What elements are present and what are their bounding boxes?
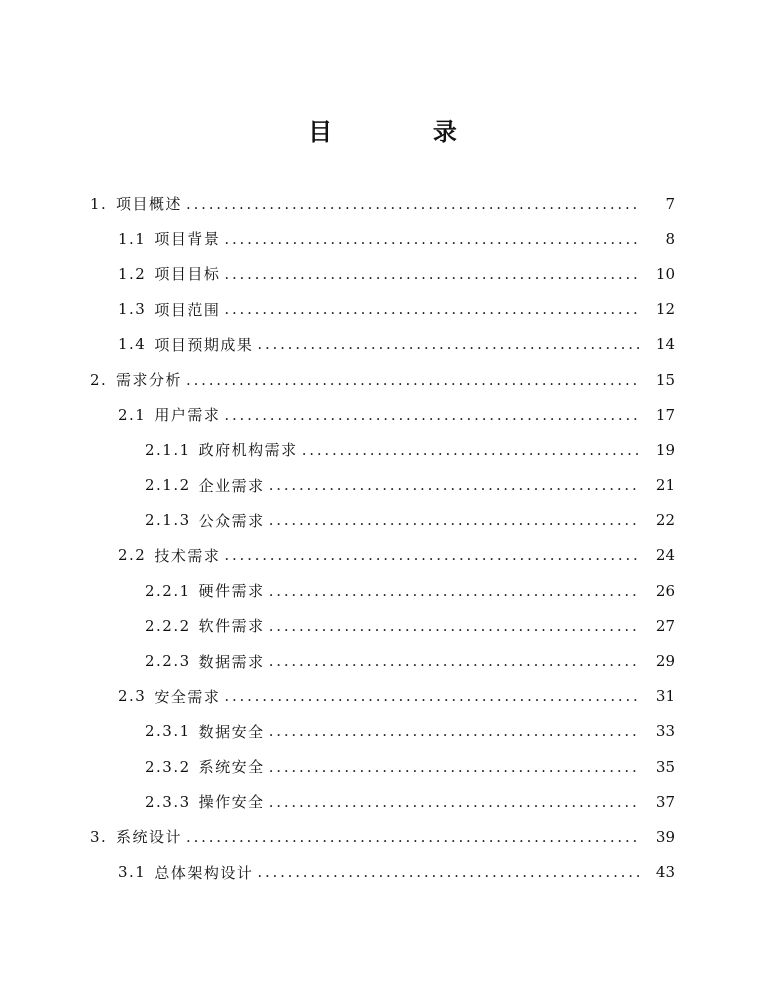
toc-entry-number: 2.2.3 (145, 652, 191, 671)
toc-entry-page-number: 10 (655, 264, 675, 283)
toc-entry-label: 需求分析 (116, 371, 183, 390)
toc-leader-dots (302, 441, 639, 459)
toc-entry-page-number: 15 (655, 370, 675, 389)
toc-entry-page-number: 27 (655, 616, 675, 635)
toc-entry-label: 操作安全 (198, 793, 265, 812)
toc-entry-number: 2.3.3 (145, 792, 191, 811)
toc-leader-dots (269, 617, 639, 635)
toc-entry[interactable] (0, 186, 765, 221)
toc-entry-number: 1.3 (118, 300, 147, 319)
toc-entry[interactable] (0, 819, 765, 854)
toc-entry-label: 政府机构需求 (198, 441, 298, 460)
toc-entry-label: 总体架构设计 (154, 863, 254, 882)
toc-entry-page-number: 39 (655, 827, 675, 846)
toc-entry-page-number: 21 (655, 476, 675, 495)
toc-entry-number: 2. (90, 370, 108, 389)
toc-entry-number: 2.2.1 (145, 581, 191, 600)
toc-entry-label: 数据需求 (198, 652, 265, 671)
toc-leader-dots (269, 511, 639, 529)
toc-entry-page-number: 12 (655, 300, 675, 319)
toc-entry[interactable] (0, 221, 765, 256)
toc-entry-number: 2.1.2 (145, 476, 191, 495)
table-of-contents (0, 186, 765, 890)
toc-entry-label: 系统设计 (116, 828, 183, 847)
toc-entry-number: 3.1 (118, 863, 147, 882)
toc-leader-dots (224, 687, 639, 705)
toc-entry-page-number: 14 (655, 335, 675, 354)
toc-entry-page-number: 35 (655, 757, 675, 776)
toc-entry[interactable] (0, 714, 765, 749)
toc-entry[interactable] (0, 749, 765, 784)
toc-entry-label: 企业需求 (198, 476, 265, 495)
toc-entry-page-number: 31 (655, 687, 675, 706)
toc-entry-label: 软件需求 (198, 617, 265, 636)
toc-entry-number: 3. (90, 827, 108, 846)
toc-entry-page-number: 19 (655, 440, 675, 459)
toc-entry-number: 1. (90, 194, 108, 213)
toc-entry[interactable] (0, 256, 765, 291)
toc-leader-dots (269, 582, 639, 600)
toc-leader-dots (224, 406, 639, 424)
toc-leader-dots (224, 265, 639, 283)
toc-entry-label: 项目范围 (154, 300, 221, 319)
toc-entry-number: 2.1.3 (145, 511, 191, 530)
toc-entry-number: 2.3 (118, 687, 147, 706)
page-title: 目 录 (308, 118, 496, 146)
toc-entry-page-number: 37 (655, 792, 675, 811)
toc-entry-number: 2.3.1 (145, 722, 191, 741)
toc-entry-page-number: 29 (655, 652, 675, 671)
toc-entry-page-number: 26 (655, 581, 675, 600)
toc-entry-label: 硬件需求 (198, 582, 265, 601)
toc-entry-page-number: 7 (665, 194, 675, 213)
toc-leader-dots (224, 546, 639, 564)
toc-entry[interactable] (0, 855, 765, 890)
toc-leader-dots (186, 828, 639, 846)
toc-leader-dots (269, 793, 639, 811)
toc-entry-label: 系统安全 (198, 758, 265, 777)
toc-entry-page-number: 8 (665, 229, 675, 248)
toc-entry-page-number: 33 (655, 722, 675, 741)
toc-entry-label: 安全需求 (154, 687, 221, 706)
toc-entry-number: 1.1 (118, 229, 147, 248)
toc-leader-dots (257, 335, 639, 353)
toc-entry[interactable] (0, 292, 765, 327)
toc-entry-label: 项目背景 (154, 230, 221, 249)
toc-entry[interactable] (0, 397, 765, 432)
toc-entry-number: 1.2 (118, 264, 147, 283)
toc-entry[interactable] (0, 432, 765, 467)
toc-entry[interactable] (0, 608, 765, 643)
toc-leader-dots (186, 371, 639, 389)
toc-entry[interactable] (0, 573, 765, 608)
toc-entry-number: 2.1.1 (145, 440, 191, 459)
toc-leader-dots (269, 722, 639, 740)
toc-leader-dots (269, 476, 639, 494)
toc-entry[interactable] (0, 503, 765, 538)
toc-entry-label: 公众需求 (198, 511, 265, 530)
toc-entry-page-number: 43 (655, 863, 675, 882)
toc-leader-dots (224, 300, 639, 318)
toc-entry[interactable] (0, 784, 765, 819)
toc-entry-label: 用户需求 (154, 406, 221, 425)
toc-entry-number: 2.2.2 (145, 616, 191, 635)
toc-entry[interactable] (0, 468, 765, 503)
toc-entry-page-number: 24 (655, 546, 675, 565)
toc-entry-number: 1.4 (118, 335, 147, 354)
toc-entry-page-number: 17 (655, 405, 675, 424)
toc-entry[interactable] (0, 362, 765, 397)
toc-leader-dots (269, 652, 639, 670)
toc-entry[interactable] (0, 643, 765, 678)
toc-leader-dots (269, 758, 639, 776)
toc-leader-dots (224, 230, 639, 248)
toc-entry-number: 2.1 (118, 405, 147, 424)
toc-entry[interactable] (0, 538, 765, 573)
toc-entry[interactable] (0, 327, 765, 362)
toc-entry-label: 项目概述 (116, 195, 183, 214)
toc-entry-number: 2.2 (118, 546, 147, 565)
toc-entry-label: 数据安全 (198, 722, 265, 741)
toc-entry-label: 项目目标 (154, 265, 221, 284)
toc-entry-number: 2.3.2 (145, 757, 191, 776)
toc-leader-dots (257, 863, 639, 881)
toc-entry-page-number: 22 (655, 511, 675, 530)
toc-entry-label: 项目预期成果 (154, 335, 254, 354)
toc-leader-dots (186, 195, 639, 213)
toc-entry-label: 技术需求 (154, 546, 221, 565)
toc-entry[interactable] (0, 679, 765, 714)
